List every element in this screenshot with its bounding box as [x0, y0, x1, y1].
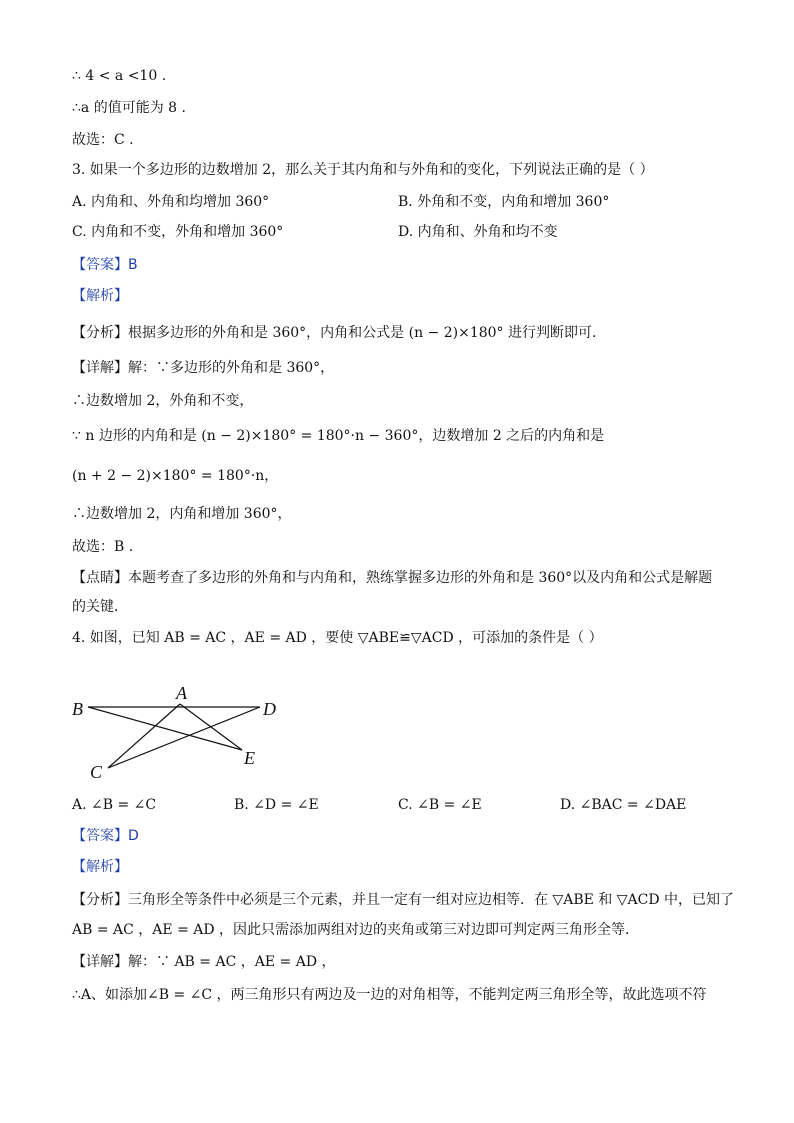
line-3: 故选：C .: [72, 132, 134, 148]
q4-analysis-heading: 【解析】: [72, 859, 128, 875]
q3-solution-3: ∵ n 边形的内角和是 (n − 2)×180° = 180°·n − 360°，边数增加 2 之后的内角和是: [72, 428, 605, 444]
q4-option-d: D. ∠BAC = ∠DAE: [560, 797, 687, 813]
q3-option-a: A. 内角和、外角和均增加 360°: [72, 194, 270, 210]
line-2: ∴a 的值可能为 8 .: [72, 100, 186, 116]
q3-solution-6: 故选：B .: [72, 539, 134, 555]
label-d: D: [263, 699, 276, 719]
label-b: B: [72, 699, 83, 719]
q3-comment: 【点睛】本题考查了多边形的外角和与内角和，熟练掌握多边形的外角和是 360°以及内角和公式是解题: [72, 570, 713, 586]
q3-solution: 【详解】解：∵多边形的外角和是 360°，: [72, 360, 335, 376]
q3-analysis: 【分析】根据多边形的外角和是 360°，内角和公式是 (n − 2)×180° 进行判断即可．: [72, 325, 607, 341]
q3-solution-2: ∴边数增加 2，外角和不变，: [72, 393, 254, 409]
triangle-figure: [64, 684, 294, 784]
line-1: ∴ 4 < a <10 .: [72, 68, 167, 84]
question-4: 4. 如图，已知 AB = AC ，AE = AD ，要使 ▽ABE≌▽ACD ，可添加的条件是（ ）: [72, 630, 603, 646]
segment-be: [88, 707, 242, 750]
q3-analysis-heading: 【解析】: [72, 288, 128, 304]
q3-solution-4: (n + 2 − 2)×180° = 180°·n，: [72, 468, 279, 484]
q4-solution: 【详解】解：∵ AB = AC ，AE = AD ，: [72, 954, 336, 970]
q4-option-b: B. ∠D = ∠E: [234, 797, 319, 813]
segment-ca: [108, 704, 180, 768]
q3-option-c: C. 内角和不变，外角和增加 360°: [72, 224, 284, 240]
q4-analysis-2: AB = AC ，AE = AD ，因此只需添加两组对边的夹角或第三对边即可判定两三角形全等．: [72, 922, 640, 938]
q3-comment-2: 的关键．: [72, 599, 128, 615]
q3-solution-5: ∴边数增加 2，内角和增加 360°，: [72, 506, 292, 522]
q4-solution-2: ∴A、如添加∠B = ∠C ，两三角形只有两边及一边的对角相等，不能判定两三角形全等，故此选项不符: [72, 987, 707, 1003]
q3-answer: 【答案】B: [72, 257, 138, 273]
q3-option-d: D. 内角和、外角和均不变: [398, 224, 558, 240]
q4-option-a: A. ∠B = ∠C: [72, 797, 157, 813]
q3-option-b: B. 外角和不变，内角和增加 360°: [398, 194, 610, 210]
segment-cd: [108, 707, 260, 768]
label-a: A: [176, 684, 187, 703]
q4-answer: 【答案】D: [72, 828, 139, 844]
question-3: 3. 如果一个多边形的边数增加 2，那么关于其内角和与外角和的变化，下列说法正确的是（ ）: [72, 162, 654, 178]
q4-analysis: 【分析】三角形全等条件中必须是三个元素，并且一定有一组对应边相等．在 ▽ABE 和 ▽ACD 中，已知了: [72, 892, 734, 908]
label-e: E: [244, 748, 255, 768]
label-c: C: [90, 762, 103, 782]
q4-option-c: C. ∠B = ∠E: [398, 797, 482, 813]
